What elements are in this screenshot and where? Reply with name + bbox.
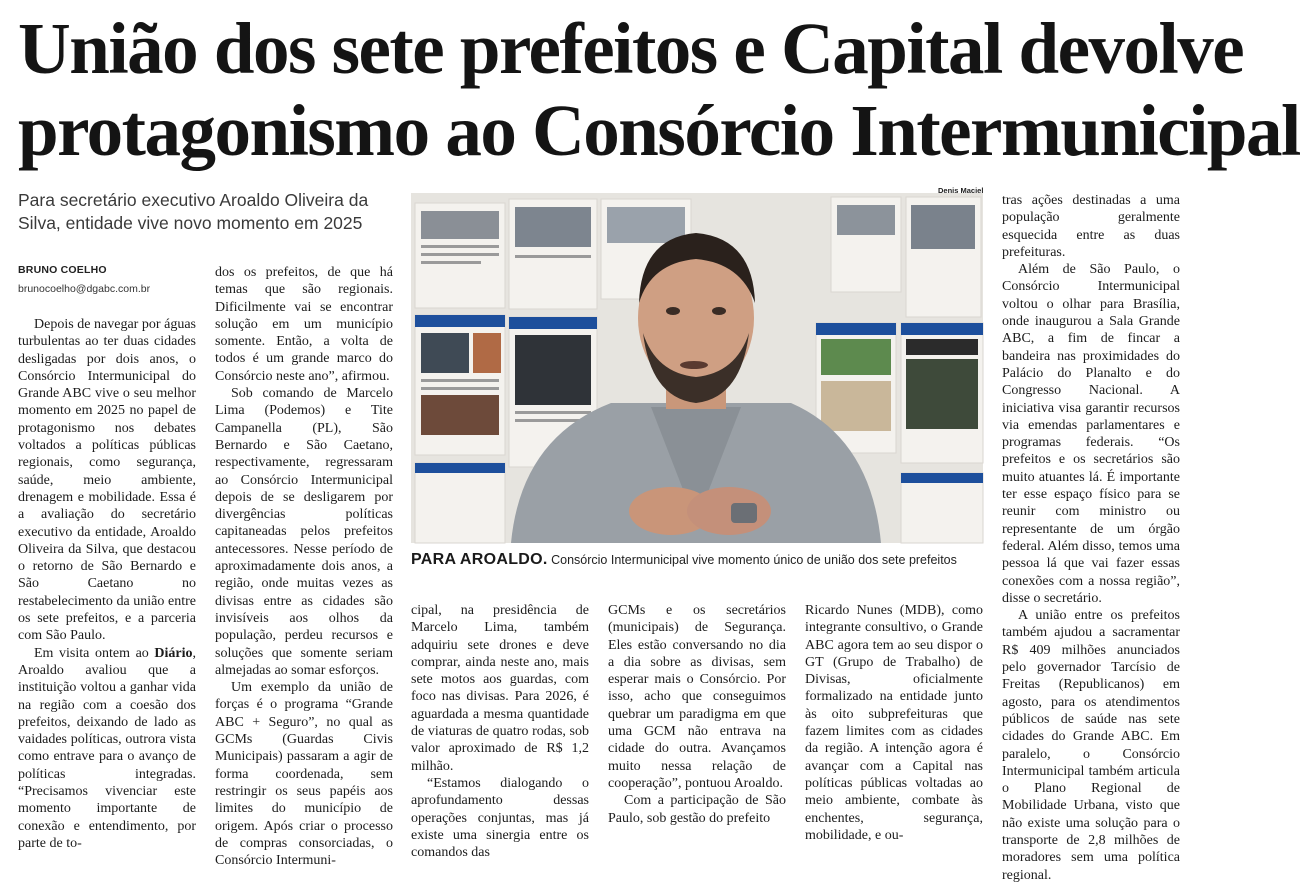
paragraph: GCMs e os secretários (municipais) de Segurança. Eles estão conversando no dia a dia sobre as divisas, sem esperar mais o Consórcio. Por isso, acho que conseguimos quebrar um paradigma em que uma GCM não entrava na cidade do outra. Avançamos muito nessa relação de cooperação”, pontuou Aroaldo. xyxy=(608,603,786,791)
article-column-1 xyxy=(18,316,196,851)
text-run: Em visita ontem ao xyxy=(34,645,155,661)
paragraph: dos os prefeitos, de que há temas que são regionais. Dificilmente vai se encontrar solução em um município somente. Então, a volta de todos é um grande marco do Consórcio neste ano”, afirmou. xyxy=(215,265,393,384)
paragraph: Além de São Paulo, o Consórcio Intermunicipal voltou o olhar para Brasília, onde inaugurou a Sala Grande ABC, a fim de fincar a bandeira nas proximidades do Palácio do Planalto e do Congresso Nacional. A iniciativa visa garantir recursos via emendas parlamentares e programas federais. “Os prefeitos e os secretários são muito atuantes lá. É importante ter esse espaço físico para se reunir com ministro ou representante de um órgão federal. Além disso, temos uma pessoa lá que vai fazer essas conexões com a nossa região”, disse o secretário. xyxy=(1002,262,1180,606)
paragraph: “Estamos dialogando o aprofundamento dessas operações conjuntas, mas já existe uma sinergia entre os comandos das xyxy=(411,775,589,861)
article-column-2 xyxy=(215,264,393,869)
paragraph: A união entre os prefeitos também ajudou a sacramentar R$ 409 milhões anunciados pelo governador Tarcísio de Freitas (Republicanos) em agosto, para os atendimentos públicos de saúde nas sete cidades do Grande ABC. Em paralelo, o Consórcio Intermunicipal também articula o Plano Regional de Mobilidade Urbana, visto que não existe uma solução para o transporte de 2,8 milhões de moradores sem uma política regional. xyxy=(1002,608,1180,883)
paragraph: Ricardo Nunes (MDB), como integrante consultivo, o Grande ABC agora tem ao seu dispor o GT (Grupo de Trabalho) de Divisas, oficialmente formalizado na entidade junto às oito subprefeituras que fazem limites com as cidades da região. A intenção agora é avançar com a Capital nas políticas públicas voltadas ao meio ambiente, combate às enchentes, segurança, mobilidade, e ou- xyxy=(805,603,983,843)
article-column-3 xyxy=(411,602,589,861)
photo-illustration xyxy=(411,193,983,543)
photo-credit: Denis Maciel xyxy=(938,186,984,195)
headline-line-1: União dos sete prefeitos e Capital devolve xyxy=(18,8,1244,89)
article-column-4 xyxy=(608,602,786,832)
paragraph: Sob comando de Marcelo Lima (Podemos) e Tite Campanella (PL), São Bernardo e São Caetano, respectivamente, regressaram ao Consórcio Intermunicipal depois de se desligarem por divergências políticas capitaneadas pelos prefeitos antecessores. Nesse período de aproximadamente dois anos, a região, onde muitas vezes as divisas entre as cidades são invisíveis aos olhos da população, perdeu recursos e soluções que somente seriam almejadas ao somar esforços. xyxy=(215,386,393,678)
subtitle: Para secretário executivo Aroaldo Oliveira da Silva, entidade vive novo momento em 2025 xyxy=(18,190,369,233)
headline xyxy=(18,8,1300,172)
headline-line-2: protagonismo ao Consórcio Intermunicipal xyxy=(18,90,1300,171)
newspaper-name: Diário xyxy=(154,645,193,661)
byline-author: BRUNO COELHO xyxy=(18,264,107,276)
paragraph: Depois de navegar por águas turbulentas ao ter duas cidades desligadas por dois anos, o Consórcio Intermunicipal do Grande ABC vive o seu melhor momento em 2025 no papel de protagonismo nos debates voltados a políticas públicas regionais, como segurança, saúde, meio ambiente, drenagem e mobilidade. Essa é a avaliação do secretário executivo da entidade, Aroaldo Oliveira da Silva, que destacou o retorno de São Bernardo e São Caetano no restabelecimento da união entre os sete prefeitos, e a parceria com São Paulo. xyxy=(18,317,196,644)
text-run: , Aroaldo avaliou que a instituição voltou a ganhar vida na região com a coesão dos prefeitos, deixando de lado as vaidades políticas, outrora vista como entrave para o avanço de políticas integradas. “Precisamos vivenciar este momento importante de conexão e entendimento, por parte de to- xyxy=(18,645,196,851)
caption-lead: PARA AROALDO. xyxy=(411,551,548,568)
article-column-5 xyxy=(805,602,983,843)
photo-caption xyxy=(411,551,1001,569)
paragraph: cipal, na presidência de Marcelo Lima, também adquiriu sete drones e deve comprar, ainda neste ano, mais sete motos aos guardas, com foco nas divisas. Para 2026, é aguardada a mesma quantidade de viaturas de quatro rodas, sob valor aproximado de R$ 1,2 milhão. xyxy=(411,603,589,774)
paragraph: tras ações destinadas a uma população geralmente esquecida entre as duas prefeituras. xyxy=(1002,193,1180,260)
paragraph xyxy=(18,645,196,853)
article-photo xyxy=(411,193,983,543)
byline-email[interactable]: brunocoelho@dgabc.com.br xyxy=(18,283,151,295)
caption-text: Consórcio Intermunicipal vive momento único de união dos sete prefeitos xyxy=(547,553,957,567)
paragraph: Um exemplo da união de forças é o programa “Grande ABC + Seguro”, no qual as GCMs (Guardas Civis Municipais) passaram a agir de forma coordenada, sem restringir os seus papéis aos limites do município de origem. Após criar o processo de compras consorciadas, o Consórcio Intermuni- xyxy=(215,680,393,869)
article-column-6 xyxy=(1002,192,1180,883)
paragraph: Com a participação de São Paulo, sob gestão do prefeito xyxy=(608,793,786,826)
